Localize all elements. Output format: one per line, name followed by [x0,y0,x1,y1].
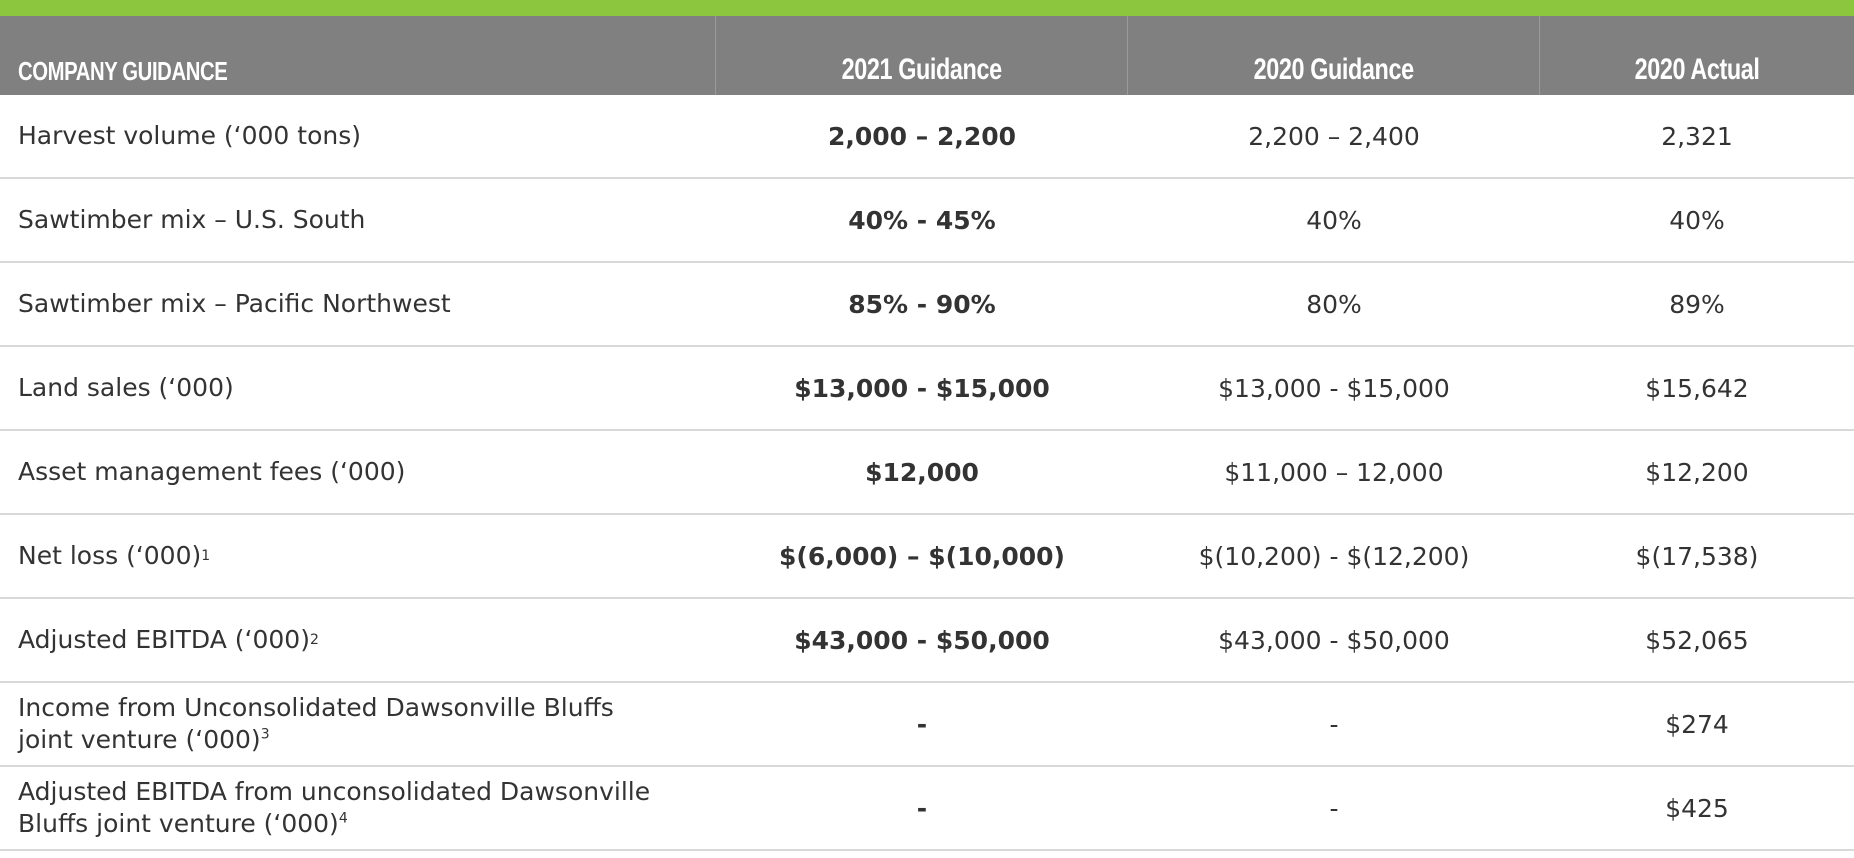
company-guidance-table [0,16,1854,851]
row-label: Harvest volume (‘000 tons) [18,121,361,150]
cell-2020-actual: $274 [1665,709,1729,739]
row-label: Net loss (‘000) 1 [18,541,211,570]
footnote-marker: 3 [260,726,270,743]
footnote-marker: 4 [338,810,348,827]
table-row [0,683,1854,767]
cell-2021-guidance: 85% - 90% [848,289,996,319]
cell-2021-guidance: $13,000 - $15,000 [794,373,1050,403]
table-row [0,347,1854,431]
table-row [0,599,1854,683]
table-row [0,95,1854,179]
cell-2020-guidance: - [1329,793,1339,823]
row-label: Land sales (‘000) [18,373,234,402]
cell-2021-guidance: 40% - 45% [848,205,996,235]
cell-2020-actual: $12,200 [1645,457,1749,487]
cell-2020-actual: 40% [1669,205,1725,235]
cell-2020-guidance: $11,000 – 12,000 [1224,457,1444,487]
cell-2020-guidance: $(10,200) - $(12,200) [1198,541,1470,571]
row-label: Sawtimber mix – U.S. South [18,205,366,234]
cell-2020-guidance: $43,000 - $50,000 [1218,625,1450,655]
cell-2021-guidance: - [916,709,928,739]
header-2021-guidance: 2021 Guidance [716,16,1128,95]
cell-2020-guidance: 2,200 – 2,400 [1248,121,1420,151]
cell-2020-guidance: 80% [1306,289,1362,319]
accent-bar [0,0,1854,16]
cell-2020-actual: $425 [1665,793,1729,823]
cell-2020-actual: $(17,538) [1635,541,1759,571]
table-row [0,179,1854,263]
header-2020-actual: 2020 Actual [1634,53,1760,86]
cell-2021-guidance: $43,000 - $50,000 [794,625,1050,655]
row-label: Adjusted EBITDA (‘000) 2 [18,625,319,654]
header-company-guidance: COMPANY GUIDANCE [0,16,716,95]
cell-2020-actual: 89% [1669,289,1725,319]
row-label: Asset management fees (‘000) [18,457,406,486]
table-row [0,263,1854,347]
cell-2021-guidance: 2,000 – 2,200 [827,121,1017,151]
cell-2021-guidance: $(6,000) – $(10,000) [779,541,1065,571]
table-row [0,431,1854,515]
cell-2021-guidance: - [916,793,928,823]
table-row [0,515,1854,599]
cell-2020-guidance: 40% [1306,205,1362,235]
row-label: Adjusted EBITDA from unconsolidated Dawsonville Bluffs joint venture (‘000)$^4$ [18,777,651,838]
cell-2020-guidance: - [1329,709,1339,739]
row-label: Sawtimber mix – Pacific Northwest [18,289,451,318]
cell-2020-actual: $15,642 [1645,373,1749,403]
header-2020-guidance: 2020 Guidance [1128,16,1540,95]
cell-2021-guidance: $12,000 [865,457,979,487]
cell-2020-guidance: $13,000 - $15,000 [1218,373,1450,403]
cell-2020-actual: $52,065 [1645,625,1749,655]
row-label: Income from Unconsolidated Dawsonville Bluffs joint venture (‘000)$^3$ [18,693,614,754]
cell-2020-actual: 2,321 [1661,121,1733,151]
table-row [0,767,1854,851]
table-header [0,16,1854,95]
